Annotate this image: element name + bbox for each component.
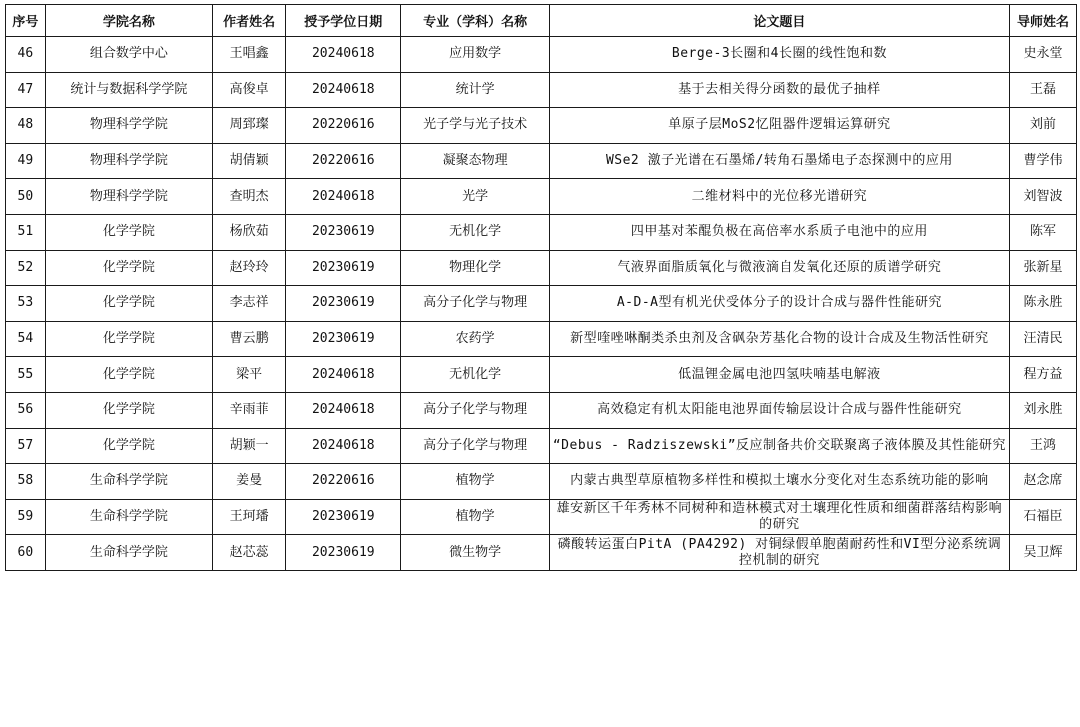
table-row: [6, 286, 1077, 322]
row-number: 48: [6, 108, 46, 144]
row-number: 47: [6, 72, 46, 108]
major-name: 高分子化学与物理: [401, 392, 550, 428]
thesis-title: 四甲基对苯醌负极在高倍率水系质子电池中的应用: [549, 214, 1009, 250]
thesis-title: 高效稳定有机太阳能电池界面传输层设计合成与器件性能研究: [549, 392, 1009, 428]
table-row: [6, 428, 1077, 464]
row-number: 56: [6, 392, 46, 428]
degree-date: 20220616: [286, 464, 401, 500]
advisor-name: 刘智波: [1010, 179, 1077, 215]
table-row: [6, 108, 1077, 144]
advisor-name: 程方益: [1010, 357, 1077, 393]
degree-date: 20240618: [286, 428, 401, 464]
advisor-name: 史永堂: [1010, 37, 1077, 73]
thesis-title: WSe2 激子光谱在石墨烯/转角石墨烯电子态探测中的应用: [549, 143, 1009, 179]
row-number: 60: [6, 535, 46, 571]
row-number: 58: [6, 464, 46, 500]
college-name: 统计与数据科学学院: [45, 72, 212, 108]
college-name: 物理科学学院: [45, 179, 212, 215]
major-name: 无机化学: [401, 214, 550, 250]
table-row: [6, 72, 1077, 108]
table-row: [6, 392, 1077, 428]
thesis-title: A-D-A型有机光伏受体分子的设计合成与器件性能研究: [549, 286, 1009, 322]
advisor-name: 赵念席: [1010, 464, 1077, 500]
header-date: 授予学位日期: [286, 5, 401, 37]
college-name: 化学学院: [45, 428, 212, 464]
advisor-name: 刘永胜: [1010, 392, 1077, 428]
author-name: 辛雨菲: [213, 392, 286, 428]
author-name: 查明杰: [213, 179, 286, 215]
advisor-name: 张新星: [1010, 250, 1077, 286]
college-name: 生命科学学院: [45, 535, 212, 571]
thesis-table: [5, 4, 1077, 571]
advisor-name: 曹学伟: [1010, 143, 1077, 179]
row-number: 57: [6, 428, 46, 464]
college-name: 生命科学学院: [45, 464, 212, 500]
thesis-title: 雄安新区千年秀林不同树种和造林模式对土壤理化性质和细菌群落结构影响的研究: [549, 499, 1009, 535]
advisor-name: 吴卫辉: [1010, 535, 1077, 571]
thesis-title: 基于去相关得分函数的最优子抽样: [549, 72, 1009, 108]
table-row: [6, 357, 1077, 393]
degree-date: 20220616: [286, 143, 401, 179]
major-name: 统计学: [401, 72, 550, 108]
degree-date: 20230619: [286, 321, 401, 357]
row-number: 59: [6, 499, 46, 535]
row-number: 46: [6, 37, 46, 73]
header-author: 作者姓名: [213, 5, 286, 37]
row-number: 54: [6, 321, 46, 357]
major-name: 应用数学: [401, 37, 550, 73]
author-name: 高俊卓: [213, 72, 286, 108]
row-number: 55: [6, 357, 46, 393]
major-name: 农药学: [401, 321, 550, 357]
major-name: 光子学与光子技术: [401, 108, 550, 144]
college-name: 组合数学中心: [45, 37, 212, 73]
author-name: 曹云鹏: [213, 321, 286, 357]
college-name: 生命科学学院: [45, 499, 212, 535]
header-college: 学院名称: [45, 5, 212, 37]
row-number: 50: [6, 179, 46, 215]
major-name: 高分子化学与物理: [401, 286, 550, 322]
degree-date: 20240618: [286, 392, 401, 428]
college-name: 化学学院: [45, 250, 212, 286]
table-row: [6, 37, 1077, 73]
author-name: 王唱鑫: [213, 37, 286, 73]
major-name: 高分子化学与物理: [401, 428, 550, 464]
table-row: [6, 250, 1077, 286]
thesis-title: 单原子层MoS2忆阻器件逻辑运算研究: [549, 108, 1009, 144]
header-row: [6, 5, 1077, 37]
major-name: 光学: [401, 179, 550, 215]
major-name: 植物学: [401, 499, 550, 535]
row-number: 53: [6, 286, 46, 322]
college-name: 化学学院: [45, 321, 212, 357]
row-number: 49: [6, 143, 46, 179]
table-row: [6, 179, 1077, 215]
degree-date: 20240618: [286, 72, 401, 108]
table-row: [6, 535, 1077, 571]
college-name: 化学学院: [45, 286, 212, 322]
author-name: 梁平: [213, 357, 286, 393]
author-name: 姜曼: [213, 464, 286, 500]
college-name: 物理科学学院: [45, 143, 212, 179]
thesis-title: “Debus - Radziszewski”反应制备共价交联聚离子液体膜及其性能研究: [549, 428, 1009, 464]
advisor-name: 石福臣: [1010, 499, 1077, 535]
degree-date: 20230619: [286, 286, 401, 322]
row-number: 52: [6, 250, 46, 286]
thesis-title: 二维材料中的光位移光谱研究: [549, 179, 1009, 215]
degree-date: 20240618: [286, 357, 401, 393]
table-row: [6, 143, 1077, 179]
degree-date: 20230619: [286, 250, 401, 286]
thesis-title: 低温锂金属电池四氢呋喃基电解液: [549, 357, 1009, 393]
thesis-title: Berge-3长圈和4长圈的线性饱和数: [549, 37, 1009, 73]
college-name: 化学学院: [45, 357, 212, 393]
college-name: 化学学院: [45, 214, 212, 250]
degree-date: 20240618: [286, 37, 401, 73]
header-title: 论文题目: [549, 5, 1009, 37]
thesis-title: 内蒙古典型草原植物多样性和模拟土壤水分变化对生态系统功能的影响: [549, 464, 1009, 500]
author-name: 胡倩颖: [213, 143, 286, 179]
major-name: 植物学: [401, 464, 550, 500]
table-row: [6, 499, 1077, 535]
author-name: 胡颖一: [213, 428, 286, 464]
header-advisor: 导师姓名: [1010, 5, 1077, 37]
major-name: 凝聚态物理: [401, 143, 550, 179]
degree-date: 20220616: [286, 108, 401, 144]
author-name: 赵芯蕊: [213, 535, 286, 571]
degree-date: 20240618: [286, 179, 401, 215]
major-name: 无机化学: [401, 357, 550, 393]
advisor-name: 王磊: [1010, 72, 1077, 108]
table-row: [6, 321, 1077, 357]
advisor-name: 王鸿: [1010, 428, 1077, 464]
degree-date: 20230619: [286, 214, 401, 250]
author-name: 周郅璨: [213, 108, 286, 144]
advisor-name: 刘前: [1010, 108, 1077, 144]
advisor-name: 陈永胜: [1010, 286, 1077, 322]
thesis-title: 新型喹唑啉酮类杀虫剂及含砜杂芳基化合物的设计合成及生物活性研究: [549, 321, 1009, 357]
thesis-table-container: [5, 4, 1077, 571]
header-major: 专业（学科）名称: [401, 5, 550, 37]
table-body: [6, 37, 1077, 571]
degree-date: 20230619: [286, 535, 401, 571]
college-name: 化学学院: [45, 392, 212, 428]
major-name: 微生物学: [401, 535, 550, 571]
author-name: 杨欣茹: [213, 214, 286, 250]
table-row: [6, 214, 1077, 250]
advisor-name: 陈军: [1010, 214, 1077, 250]
thesis-title: 磷酸转运蛋白PitA (PA4292) 对铜绿假单胞菌耐药性和VI型分泌系统调控机制的研究: [549, 535, 1009, 571]
table-row: [6, 464, 1077, 500]
row-number: 51: [6, 214, 46, 250]
degree-date: 20230619: [286, 499, 401, 535]
advisor-name: 汪清民: [1010, 321, 1077, 357]
author-name: 李志祥: [213, 286, 286, 322]
author-name: 王珂璠: [213, 499, 286, 535]
author-name: 赵玲玲: [213, 250, 286, 286]
header-no: 序号: [6, 5, 46, 37]
thesis-title: 气液界面脂质氧化与微液滴自发氧化还原的质谱学研究: [549, 250, 1009, 286]
college-name: 物理科学学院: [45, 108, 212, 144]
major-name: 物理化学: [401, 250, 550, 286]
